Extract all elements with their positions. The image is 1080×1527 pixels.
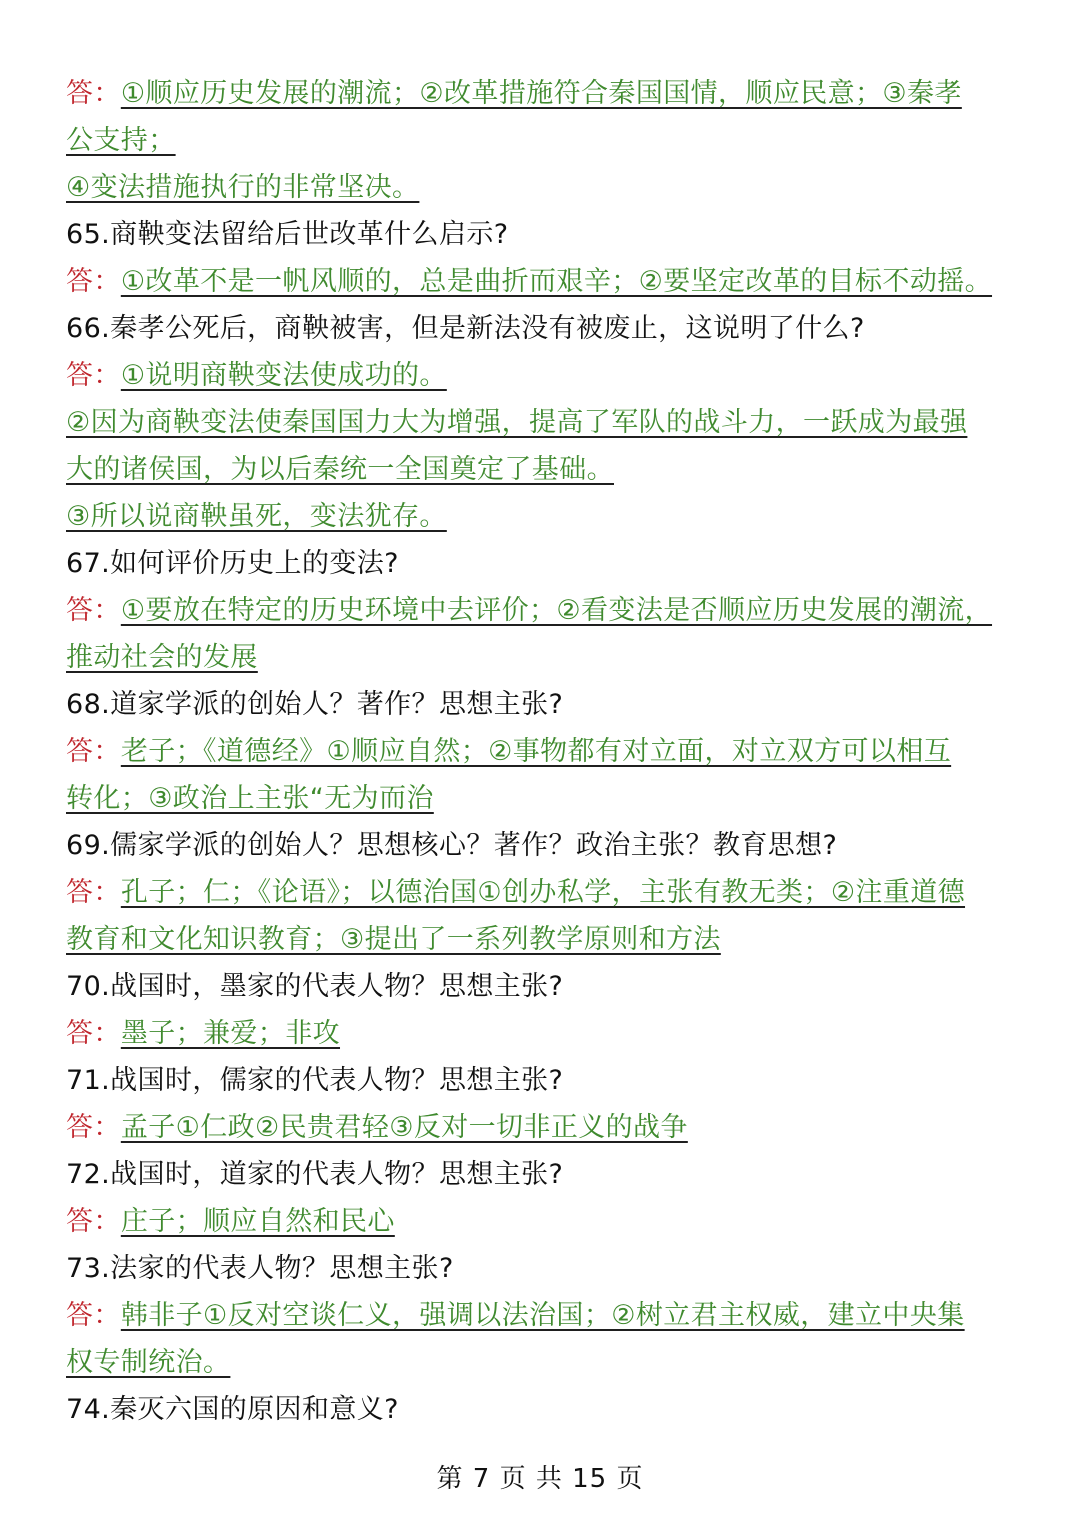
answer-text: ①要放在特定的历史环境中去评价；②看变法是否顺应历史发展的潮流， (120, 595, 993, 626)
question-line (66, 540, 1016, 587)
answer-text: ④变法措施执行的非常坚决。 (66, 172, 420, 203)
answer-text: 庄子；顺应自然和民心 (120, 1206, 395, 1237)
answer-continuation-line (66, 164, 1016, 211)
answer-continuation-line (66, 916, 1016, 963)
answer-label: 答： (66, 266, 121, 297)
answer-text: 孟子①仁政②民贵君轻③反对一切非正义的战争 (120, 1112, 688, 1143)
answer-text: 转化；③政治上主张“无为而治 (66, 783, 434, 814)
answer-continuation-line (66, 446, 1016, 493)
answer-label: 答： (66, 78, 121, 109)
answer-text: 大的诸侯国，为以后秦统一全国奠定了基础。 (66, 454, 614, 485)
question-text: 73.法家的代表人物？思想主张? (66, 1253, 454, 1284)
answer-label: 答： (66, 1018, 121, 1049)
answer-line (66, 728, 1016, 775)
question-line (66, 681, 1016, 728)
answer-text: 公支持； (66, 125, 176, 156)
question-line (66, 963, 1016, 1010)
answer-label: 答： (66, 360, 121, 391)
answer-line (66, 1010, 1016, 1057)
answer-text: ③所以说商鞅虽死，变法犹存。 (66, 501, 447, 532)
qa-content (66, 70, 1016, 1433)
answer-text: ①说明商鞅变法使成功的。 (120, 360, 447, 391)
question-text: 66.秦孝公死后，商鞅被害，但是新法没有被废止，这说明了什么? (66, 313, 865, 344)
question-text: 65.商鞅变法留给后世改革什么启示? (66, 219, 509, 250)
answer-label: 答： (66, 595, 121, 626)
question-line (66, 1386, 1016, 1433)
question-text: 67.如何评价历史上的变法? (66, 548, 399, 579)
question-line (66, 211, 1016, 258)
answer-line (66, 352, 1016, 399)
answer-continuation-line (66, 399, 1016, 446)
question-text: 72.战国时，道家的代表人物？思想主张? (66, 1159, 564, 1190)
answer-label: 答： (66, 736, 121, 767)
answer-line (66, 1198, 1016, 1245)
answer-continuation-line (66, 493, 1016, 540)
answer-continuation-line (66, 634, 1016, 681)
answer-text: ②因为商鞅变法使秦国国力大为增强，提高了军队的战斗力，一跃成为最强 (66, 407, 968, 438)
answer-continuation-line (66, 1339, 1016, 1386)
question-line (66, 1057, 1016, 1104)
question-line (66, 305, 1016, 352)
question-text: 74.秦灭六国的原因和意义? (66, 1394, 399, 1425)
answer-label: 答： (66, 877, 121, 908)
answer-text: 推动社会的发展 (66, 642, 258, 673)
answer-line (66, 70, 1016, 117)
page-footer: 第 7 页 共 15 页 (436, 1464, 644, 1494)
question-text: 70.战国时，墨家的代表人物？思想主张? (66, 971, 564, 1002)
question-line (66, 822, 1016, 869)
answer-text: 韩非子①反对空谈仁义，强调以法治国；②树立君主权威，建立中央集 (120, 1300, 965, 1331)
question-line (66, 1245, 1016, 1292)
answer-text: 权专制统治。 (66, 1347, 231, 1378)
answer-line (66, 869, 1016, 916)
answer-text: 孔子；仁；《论语》；以德治国①创办私学，主张有教无类；②注重道德 (120, 877, 966, 908)
answer-text: 老子；《道德经》①顺应自然；②事物都有对立面，对立双方可以相互 (120, 736, 952, 767)
answer-line (66, 1104, 1016, 1151)
answer-line (66, 258, 1016, 305)
answer-text: ①顺应历史发展的潮流；②改革措施符合秦国国情，顺应民意；③秦孝 (120, 78, 962, 109)
answer-label: 答： (66, 1300, 121, 1331)
question-text: 69.儒家学派的创始人？思想核心？著作？政治主张？教育思想? (66, 830, 838, 861)
question-text: 68.道家学派的创始人？著作？思想主张? (66, 689, 564, 720)
answer-label: 答： (66, 1206, 121, 1237)
answer-line (66, 1292, 1016, 1339)
answer-text: 教育和文化知识教育；③提出了一系列教学原则和方法 (66, 924, 721, 955)
answer-line (66, 587, 1016, 634)
answer-continuation-line (66, 775, 1016, 822)
answer-label: 答： (66, 1112, 121, 1143)
question-text: 71.战国时，儒家的代表人物？思想主张? (66, 1065, 564, 1096)
answer-text: ①改革不是一帆风顺的，总是曲折而艰辛；②要坚定改革的目标不动摇。 (120, 266, 993, 297)
answer-text: 墨子；兼爱；非攻 (120, 1018, 341, 1049)
answer-continuation-line (66, 117, 1016, 164)
question-line (66, 1151, 1016, 1198)
